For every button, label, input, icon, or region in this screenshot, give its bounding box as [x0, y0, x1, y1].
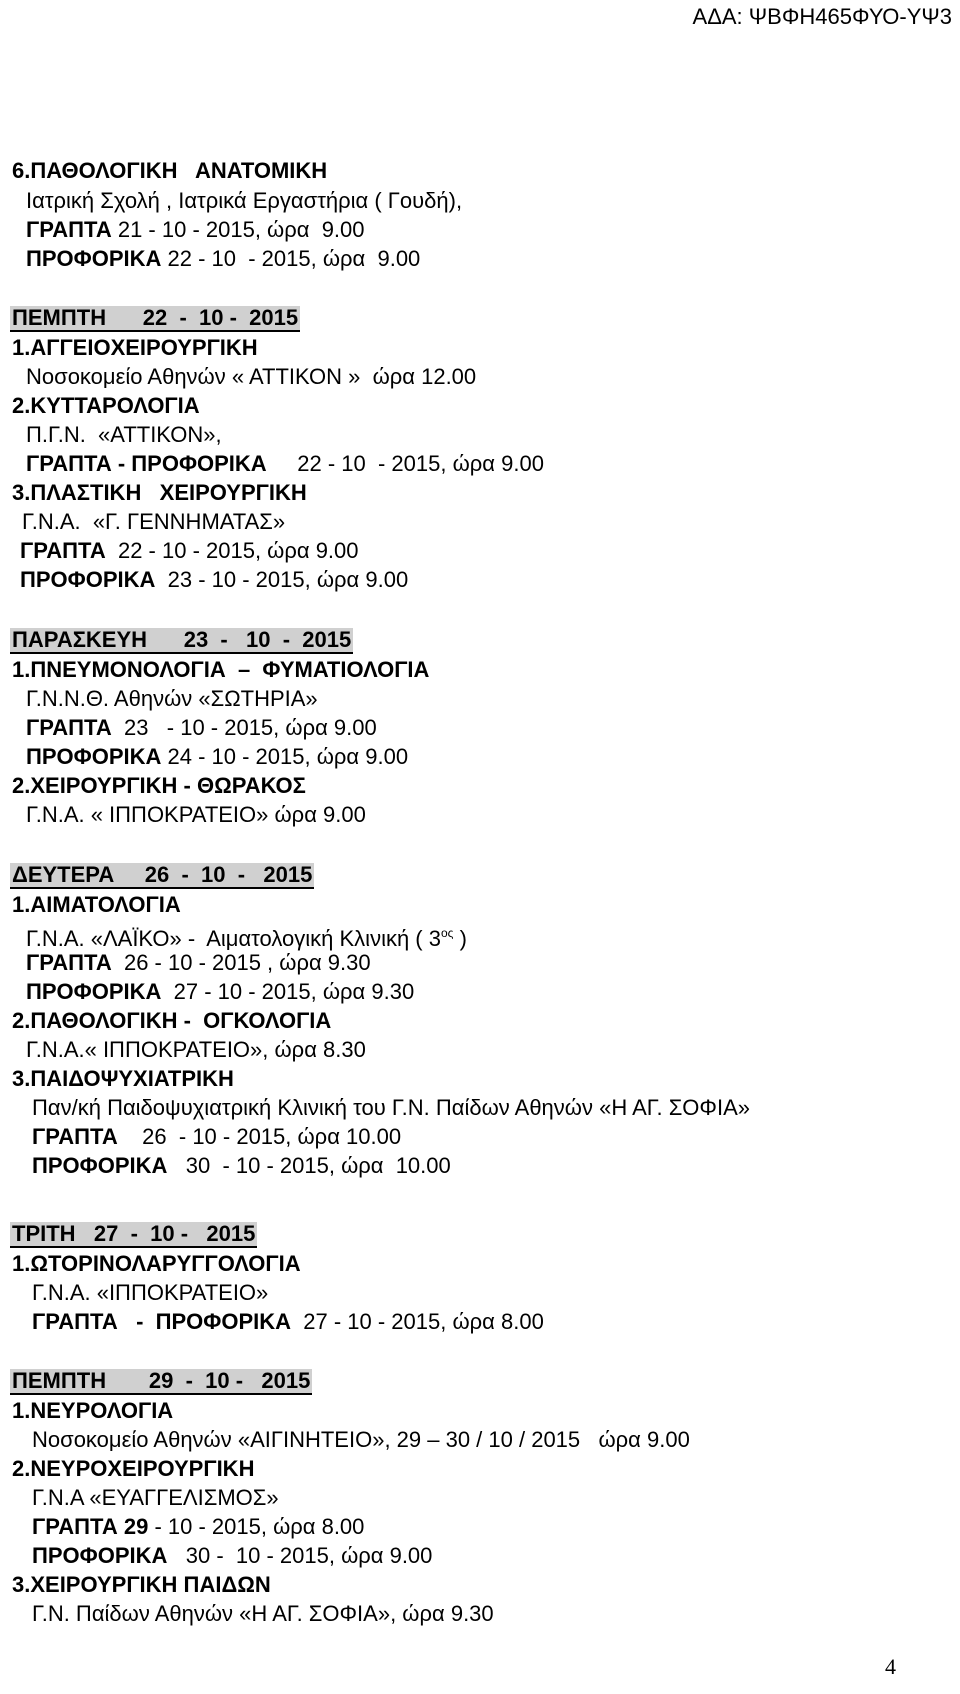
label: ΓΡΑΠΤΑ: [26, 217, 112, 242]
date: 22 - 10 - 2015, ώρα 9.00: [266, 451, 544, 476]
date: 22 - 10 - 2015, ώρα 9.00: [105, 538, 359, 563]
exam-written: [20, 537, 359, 564]
label: ΓΡΑΠΤΑ: [20, 538, 106, 563]
specialty-heading: 1.ΑΙΜΑΤΟΛΟΓΙΑ: [12, 892, 181, 917]
exam-oral: [20, 566, 408, 593]
label: ΠΡΟΦΟΡΙΚΑ: [26, 744, 162, 769]
location-text: Γ.Ν.Α. «ΛΑΪΚΟ» - Αιματολογική Κλινική ( 3: [26, 926, 441, 951]
day-heading: ΔΕΥΤΕΡΑ 26 - 10 - 2015: [12, 862, 313, 887]
specialty-heading: 1.ΠΝΕΥΜΟΝΟΛΟΓΙΑ – ΦΥΜΑΤΙΟΛΟΓΙΑ: [12, 657, 430, 682]
location: Γ.Ν.Ν.Θ. Αθηνών «ΣΩΤΗΡΙΑ»: [26, 686, 318, 711]
exam-written: [26, 216, 365, 243]
specialty-heading: 3.ΠΑΙΔΟΨΥΧΙΑΤΡΙΚΗ: [12, 1066, 234, 1091]
label: ΠΡΟΦΟΡΙΚΑ: [20, 567, 156, 592]
exam-oral: [26, 978, 414, 1005]
ordinal-suffix: ος: [440, 926, 454, 940]
location: Παν/κή Παιδοψυχιατρική Κλινική του Γ.Ν. Παίδων Αθηνών «Η ΑΓ. ΣΟΦΙΑ»: [32, 1095, 750, 1120]
date: - 10 - 2015, ώρα 8.00: [148, 1514, 365, 1539]
label: ΓΡΑΠΤΑ 29: [32, 1514, 149, 1539]
day-heading: ΠΕΜΠΤΗ 29 - 10 - 2015: [12, 1368, 311, 1393]
specialty-heading: 2.ΠΑΘΟΛΟΓΙΚΗ - ΟΓΚΟΛΟΓΙΑ: [12, 1008, 332, 1033]
location: Γ.Ν.Α «ΕΥΑΓΓΕΛΙΣΜΟΣ»: [32, 1485, 279, 1510]
page-number: 4: [885, 1654, 896, 1679]
label: ΓΡΑΠΤΑ - ΠΡΟΦΟΡΙΚΑ: [26, 451, 267, 476]
label: ΠΡΟΦΟΡΙΚΑ: [26, 246, 162, 271]
location: Γ.Ν.Α.« ΙΠΠΟΚΡΑΤΕΙΟ», ώρα 8.30: [26, 1037, 366, 1062]
specialty-heading: 2.ΝΕΥΡΟΧΕΙΡΟΥΡΓΙΚΗ: [12, 1456, 255, 1481]
location: Γ.Ν.Α. «ΙΠΠΟΚΡΑΤΕΙΟ»: [32, 1280, 269, 1305]
date: 30 - 10 - 2015, ώρα 9.00: [167, 1543, 433, 1568]
location: Ιατρική Σχολή , Ιατρικά Εργαστήρια ( Γουδή),: [26, 188, 463, 213]
specialty-heading: 2.ΧΕΙΡΟΥΡΓΙΚΗ - ΘΩΡΑΚΟΣ: [12, 773, 306, 798]
day-heading: ΤΡΙΤΗ 27 - 10 - 2015: [12, 1221, 256, 1246]
location: Νοσοκομείο Αθηνών « ΑΤΤΙΚΟΝ » ώρα 12.00: [26, 364, 477, 389]
date: 26 - 10 - 2015 , ώρα 9.30: [111, 950, 371, 975]
label: ΠΡΟΦΟΡΙΚΑ: [26, 979, 162, 1004]
exam-oral: [26, 743, 408, 770]
location: Γ.Ν. Παίδων Αθηνών «Η ΑΓ. ΣΟΦΙΑ», ώρα 9.30: [32, 1601, 494, 1626]
specialty-heading: 3.ΧΕΙΡΟΥΡΓΙΚΗ ΠΑΙΔΩΝ: [12, 1572, 271, 1597]
label: ΓΡΑΠΤΑ: [26, 715, 112, 740]
date: 21 - 10 - 2015, ώρα 9.00: [111, 217, 365, 242]
label: ΓΡΑΠΤΑ - ΠΡΟΦΟΡΙΚΑ: [32, 1309, 292, 1334]
exam-oral: [32, 1152, 451, 1179]
date: 27 - 10 - 2015, ώρα 8.00: [291, 1309, 544, 1334]
specialty-heading: 1.ΑΓΓΕΙΟΧΕΙΡΟΥΡΓΙΚΗ: [12, 335, 258, 360]
exam-written: [32, 1513, 364, 1540]
label: ΓΡΑΠΤΑ: [32, 1124, 118, 1149]
location: Γ.Ν.Α. « ΙΠΠΟΚΡΑΤΕΙΟ» ώρα 9.00: [26, 802, 366, 827]
label: ΠΡΟΦΟΡΙΚΑ: [32, 1543, 168, 1568]
specialty-heading: 1.ΩΤΟΡΙΝΟΛΑΡΥΓΓΟΛΟΓΙΑ: [12, 1251, 301, 1276]
specialty-heading: 1.ΝΕΥΡΟΛΟΓΙΑ: [12, 1398, 174, 1423]
day-heading: ΠΑΡΑΣΚΕΥΗ 23 - 10 - 2015: [12, 627, 352, 652]
exam-written: [32, 1123, 401, 1150]
date: 26 - 10 - 2015, ώρα 10.00: [117, 1124, 402, 1149]
date: 23 - 10 - 2015, ώρα 9.00: [111, 715, 377, 740]
location: Νοσοκομείο Αθηνών «ΑΙΓΙΝΗΤΕΙΟ», 29 – 30 / 10 / 2015 ώρα 9.00: [32, 1427, 690, 1452]
specialty-heading: 3.ΠΛΑΣΤΙΚΗ ΧΕΙΡΟΥΡΓΙΚΗ: [12, 480, 307, 505]
date: 22 - 10 - 2015, ώρα 9.00: [161, 246, 421, 271]
label: ΠΡΟΦΟΡΙΚΑ: [32, 1153, 168, 1178]
location: Γ.Ν.Α. «Γ. ΓΕΝΝΗΜΑΤΑΣ»: [22, 509, 286, 534]
date: 23 - 10 - 2015, ώρα 9.00: [155, 567, 409, 592]
exam-oral: [26, 245, 420, 272]
location: Π.Γ.Ν. «ΑΤΤΙΚΟΝ»,: [26, 422, 222, 447]
exam-written-oral: [26, 450, 544, 477]
specialty-heading: 2.ΚΥΤΤΑΡΟΛΟΓΙΑ: [12, 393, 200, 418]
ada-code: ΑΔΑ: ΨΒΦΗ465ΦΥΟ-ΥΨ3: [692, 4, 952, 29]
date: 27 - 10 - 2015, ώρα 9.30: [161, 979, 415, 1004]
day-heading: ΠΕΜΠΤΗ 22 - 10 - 2015: [12, 305, 299, 330]
location-close: ): [453, 926, 467, 951]
exam-written: [26, 949, 371, 976]
exam-written: [26, 714, 377, 741]
label: ΓΡΑΠΤΑ: [26, 950, 112, 975]
section-heading: 6.ΠΑΘΟΛΟΓΙΚΗ ΑΝΑΤΟΜΙΚΗ: [12, 158, 328, 183]
exam-written-oral: [32, 1308, 544, 1335]
date: 24 - 10 - 2015, ώρα 9.00: [161, 744, 409, 769]
location: [26, 920, 467, 952]
date: 30 - 10 - 2015, ώρα 10.00: [167, 1153, 451, 1178]
exam-oral: [32, 1542, 432, 1569]
